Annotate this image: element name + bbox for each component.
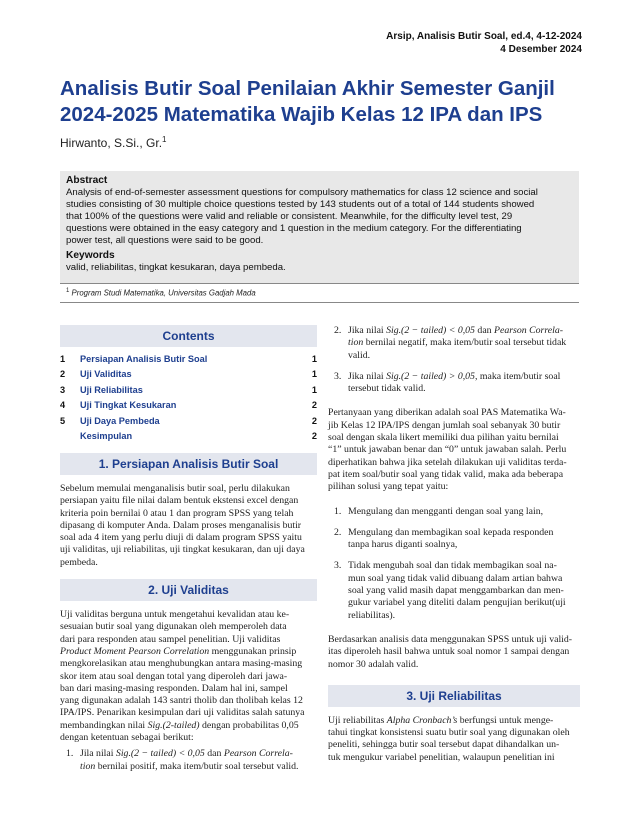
toc-link[interactable]: Kesimpulan <box>80 431 133 442</box>
text-line: soal dengan skala likert memiliki dua pilihan yaitu bernilai <box>328 432 559 444</box>
toc-link[interactable]: Uji Daya Pembeda <box>80 415 160 426</box>
text-line: dipasang di komputer Anda. Dalam proses menganalisis butir <box>60 519 302 531</box>
left-column <box>60 325 317 773</box>
text-line: Sebelum memulai menganalisis butir soal, perlu dilakukan <box>60 483 290 494</box>
text-line: mun soal yang tidak valid dibuang dalam artian bahwa <box>348 572 563 584</box>
text-line: gukur variabel yang diteliti dalam pengujian berikut(uji <box>348 597 566 609</box>
text-line: bernilai negatif, maka item/butir soal tersebut tidak <box>363 337 567 349</box>
running-header <box>386 30 582 56</box>
text-line: bernilai positif, maka item/butir soal tersebut valid. <box>95 760 299 772</box>
abstract-line: questions were obtained in the easy category and 1 question in the medium category. For the differentiating <box>66 222 522 234</box>
contents-heading: Contents <box>60 325 317 347</box>
toc-link[interactable]: Uji Tingkat Kesukaran <box>80 400 177 411</box>
text-line: Pertanyaan yang diberikan adalah soal PAS Matematika Wa- <box>328 407 566 419</box>
text-line: tahui tingkat konsistensi suatu butir soal yang digunakan oleh <box>328 727 570 739</box>
title-line-2: 2024-2025 Matematika Wajib Kelas 12 IPA dan IPS <box>60 103 543 126</box>
text-line: pat item soal/butir soal yang tidak valid, maka ada beberapa <box>328 468 564 480</box>
toc-page: 2 <box>311 415 317 426</box>
text-line: soal ada 4 item yang perlu diuji di dalam program SPSS yaitu <box>60 532 302 544</box>
text-line: mengkorelasikan atau menghubungkan antara masing-masing <box>60 658 303 670</box>
toc-page: 1 <box>311 384 317 395</box>
italic-term: Product Moment Pearson Correlation <box>60 645 210 657</box>
section-3-paragraph <box>328 715 580 764</box>
toc-item[interactable] <box>60 367 317 383</box>
text-line: IPA/IPS. Penarikan kesimpulan dari uji validitas salah satunya <box>60 707 305 719</box>
text-line: yang digunakan adalah 143 santri tholib dan tholibah kelas 12 <box>60 695 303 707</box>
toc-page: 2 <box>311 400 317 411</box>
section-3-heading: 3. Uji Reliabilitas <box>328 685 580 707</box>
math-expression: Sig.(2 − tailed) > 0,05 <box>386 370 475 382</box>
text-line: , maka item/butir soal <box>474 370 561 382</box>
keywords-heading: Keywords <box>66 250 115 262</box>
text-line: dan <box>204 748 224 760</box>
toc-number: 3 <box>60 384 66 395</box>
math-expression: Sig.(2 − tailed) < 0,05 <box>115 748 205 760</box>
text-line: Tidak mengubah soal dan tidak membagikan soal na- <box>348 560 557 572</box>
text-line: dan <box>474 325 495 336</box>
text-line: nomor 30 adalah valid. <box>328 658 419 670</box>
validity-rule-2 <box>328 325 580 362</box>
author-affil-mark: 1 <box>162 135 167 144</box>
text-line: tanpa harus diganti soalnya, <box>348 539 458 551</box>
text-line: kriteria poin bernilai 0 atau 1 dan program SPSS yang telah <box>60 507 294 519</box>
list-number: 3. <box>334 560 342 572</box>
affiliation <box>60 283 579 303</box>
text-line: skor item atau soal dengan total yang diperoleh dari jawa- <box>60 670 288 682</box>
text-line: “1” untuk jawaban benar dan “0” untuk jawaban salah. Perlu <box>328 444 567 456</box>
solution-3 <box>328 560 580 621</box>
text-line: peneliti, sehingga butir soal tersebut dapat dihandalkan un- <box>328 739 560 751</box>
toc-page: 1 <box>311 369 317 380</box>
toc-item[interactable] <box>60 398 317 414</box>
text-line: valid. <box>348 349 371 361</box>
text-line: dengan probabilitas 0,05 <box>199 719 299 731</box>
paper-title <box>60 76 580 128</box>
text-line: tersebut tidak valid. <box>348 383 426 395</box>
text-line: berfungsi untuk menge- <box>457 714 554 726</box>
text-line: jib Kelas 12 IPA/IPS dengan jumlah soal sebanyak 30 butir <box>328 419 561 431</box>
text-line: uji validitas, uji reliabilitas, uji tingkat kesukaran, dan uji daya <box>60 544 305 556</box>
abstract-line: power test, all questions were said to be good. <box>66 234 264 246</box>
validity-rule-3 <box>328 371 580 396</box>
section-2-paragraph-2 <box>328 407 580 493</box>
text-line: diperhatikan bahwa jika setelah dilakukan uji validitas terda- <box>328 456 567 468</box>
affiliation-mark: 1 <box>66 288 70 294</box>
abstract-heading: Abstract <box>66 175 108 186</box>
list-text <box>80 748 317 773</box>
text-line: Jika nilai <box>348 325 387 336</box>
toc-item[interactable] <box>60 351 317 367</box>
list-number: 1. <box>334 505 342 517</box>
right-column <box>328 325 580 764</box>
text-line: Uji validitas berguna untuk mengetahui kevalidan atau ke- <box>60 609 290 621</box>
solution-2 <box>328 527 580 552</box>
author-name: Hirwanto, S.Si., Gr. <box>60 136 163 150</box>
toc-page: 2 <box>311 431 317 442</box>
toc-link[interactable]: Persiapan Analisis Butir Soal <box>80 353 208 364</box>
toc-number: 2 <box>60 369 66 380</box>
text-line: itas diperoleh hasil bahwa untuk soal nomor 1 sampai dengan <box>328 646 570 658</box>
affiliation-text: Program Studi Matematika, Universitas Gadjah Mada <box>71 288 256 298</box>
list-text <box>348 560 580 621</box>
text-line: Uji reliabilitas <box>328 714 387 726</box>
toc-item[interactable] <box>60 429 317 445</box>
section-1-paragraph <box>60 483 317 569</box>
toc-link[interactable]: Uji Reliabilitas <box>80 384 143 395</box>
text-line: Berdasarkan analisis data menggunakan SPSS untuk uji valid- <box>328 633 573 645</box>
italic-term: tion <box>80 760 96 772</box>
toc-link[interactable]: Uji Validitas <box>80 369 132 380</box>
header-line-2: 4 Desember 2024 <box>500 44 582 55</box>
italic-term: Alpha Cronbach’s <box>386 714 458 726</box>
toc-number: 4 <box>60 400 66 411</box>
author <box>60 135 166 150</box>
abstract-line: Analysis of end-of-semester assessment questions for compulsory mathematics for class 12 science and social <box>66 186 538 198</box>
table-of-contents <box>60 351 317 444</box>
list-text: Mengulang dan mengganti dengan soal yang lain, <box>348 505 544 517</box>
list-number: 1. <box>66 748 74 760</box>
text-line: dari para responden atau sampel penelitian. Uji validitas <box>60 633 281 645</box>
text-line: Jika nilai <box>348 370 387 382</box>
text-line: pilihan solusi yang tepat yaitu: <box>328 481 449 493</box>
list-text <box>348 527 580 552</box>
abstract-box <box>60 171 579 283</box>
text-line: soal yang valid masih dapat menggambarkan dan men- <box>348 585 564 597</box>
toc-item[interactable] <box>60 413 317 429</box>
abstract-line: that 100% of the questions were valid and reliable or consistent. Meanwhile, for the difficulty level test, 29 <box>66 210 513 222</box>
text-line: ban dari masing-masing responden. Dalam hal ini, sampel <box>60 682 288 694</box>
keywords: valid, reliabilitas, tingkat kesukaran, daya pembeda. <box>66 262 286 274</box>
list-number: 3. <box>334 370 342 382</box>
text-line: Mengulang dan membagikan soal kepada responden <box>348 526 554 538</box>
toc-number: 1 <box>60 353 66 364</box>
text-line: menggunakan prinsip <box>209 645 297 657</box>
math-expression: Sig.(2 − tailed) < 0,05 <box>386 325 475 336</box>
text-line: tuk mengukur variabel penelitian, walaupun penelitian ini <box>328 751 555 763</box>
text-line: sesuaian butir soal yang digunakan oleh memperoleh data <box>60 621 287 633</box>
section-2-conclusion <box>328 634 580 671</box>
validity-rule-1 <box>60 748 317 773</box>
italic-term: Pearson Correla- <box>494 325 564 336</box>
text-line: dengan ketentuan sebagai berikut: <box>60 732 194 744</box>
toc-page: 1 <box>311 353 317 364</box>
text-line: membandingkan nilai <box>60 719 148 731</box>
abstract-line: studies consisting of 30 multiple choice questions tested by 143 students out of a total of 144 students showed <box>66 198 535 210</box>
text-line: persiapan yaitu file nilai dalam bentuk ekstensi excel dengan <box>60 495 299 507</box>
list-number: 2. <box>334 526 342 538</box>
text-line: Jila nilai <box>80 748 116 760</box>
italic-term: Pearson Correla- <box>223 748 293 760</box>
section-1-heading: 1. Persiapan Analisis Butir Soal <box>60 453 317 475</box>
title-line-1: Analisis Butir Soal Penilaian Akhir Semester Ganjil <box>60 77 555 100</box>
italic-term: Sig.(2-tailed) <box>147 719 200 731</box>
toc-number: 5 <box>60 415 66 426</box>
toc-item[interactable] <box>60 382 317 398</box>
section-2-paragraph <box>60 609 317 744</box>
solution-1 <box>328 506 580 518</box>
list-text <box>348 371 580 396</box>
list-text <box>348 325 580 362</box>
header-line-1: Arsip, Analisis Butir Soal, ed.4, 4-12-2024 <box>386 31 582 42</box>
italic-term: tion <box>348 337 364 349</box>
section-2-heading: 2. Uji Validitas <box>60 579 317 601</box>
text-line: pembeda. <box>60 556 98 568</box>
list-number: 2. <box>334 325 342 336</box>
text-line: reliabilitas). <box>348 609 396 621</box>
